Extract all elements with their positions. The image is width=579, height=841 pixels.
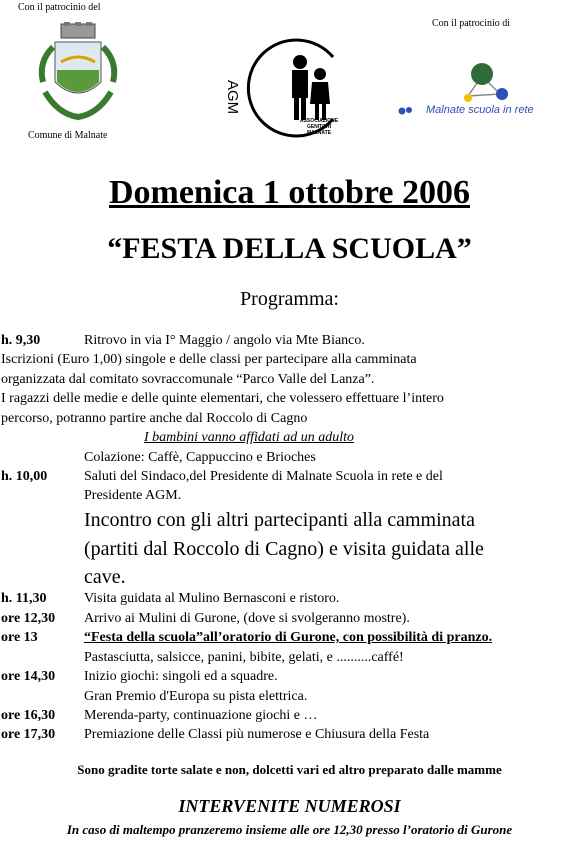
time-label: h. 9,30 [1, 333, 41, 348]
time-label: ore 16,30 [1, 708, 56, 723]
intervenite-heading: INTERVENITE NUMEROSI [178, 796, 401, 816]
comune-crest-icon [33, 22, 123, 122]
time-label: ore 14,30 [1, 669, 56, 684]
registration-text: organizzata dal comitato sovraccomunale “Parco Valle del Lanza”. [1, 372, 375, 387]
agm-text: AGM [224, 80, 241, 115]
malnate-scuola-text: Malnate scuola in rete [426, 104, 534, 116]
festa-text: “Festa della scuola”all’oratorio di Gurone, con possibilità di pranzo. [84, 630, 493, 645]
meeting-text: (partiti dal Roccolo di Cagno) e visita guidata alle [84, 538, 484, 560]
time-label: h. 10,00 [1, 469, 48, 484]
schedule-text: Ritrovo in via I° Maggio / angolo via Mte Bianco. [84, 333, 365, 348]
left-patron-label: Con il patrocinio del [18, 2, 101, 13]
registration-text: percorso, potranno partire anche dal Roccolo di Cagno [1, 411, 308, 426]
schedule-text: Visita guidata al Mulino Bernasconi e ristoro. [84, 591, 340, 606]
schedule-text: Gran Premio d'Europa su pista elettrica. [84, 689, 308, 704]
meeting-text: cave. [84, 566, 126, 588]
schedule-text: Merenda-party, continuazione giochi e … [84, 708, 318, 723]
schedule-text: Premiazione delle Classi più numerose e Chiusura della Festa [84, 727, 430, 742]
schedule-text: Saluti del Sindaco,del Presidente di Malnate Scuola in rete e del [84, 469, 443, 484]
left-patron-name: Comune di Malnate [28, 130, 108, 141]
programma-heading: Programma: [240, 288, 339, 310]
schedule-text: Inizio giochi: singoli ed a squadre. [84, 669, 278, 684]
event-title: “FESTA DELLA SCUOLA” [107, 232, 472, 265]
rain-note: In caso di maltempo pranzeremo insieme alle ore 12,30 presso l’oratorio di Gurone [66, 822, 513, 837]
meeting-text: Incontro con gli altri partecipanti alla camminata [84, 509, 475, 531]
cakes-note: Sono gradite torte salate e non, dolcetti vari ed altro preparato dalle mamme [77, 762, 502, 777]
time-label: h. 11,30 [1, 591, 47, 606]
menu-text: Pastasciutta, salsicce, panini, bibite, gelati, e ..........caffé! [84, 650, 404, 665]
time-label: ore 13 [1, 630, 38, 645]
schedule-text: Arrivo ai Mulini di Gurone, (dove si svolgeranno mostre). [84, 611, 410, 626]
schedule-text: Presidente AGM. [84, 488, 182, 503]
time-label: ore 12,30 [1, 611, 56, 626]
registration-text: I ragazzi delle medie e delle quinte elementari, che volessero effettuare l’intero [1, 391, 444, 406]
registration-text: Iscrizioni (Euro 1,00) singole e delle classi per partecipare alla camminata [1, 352, 417, 367]
right-patron-label: Con il patrocinio di [432, 18, 511, 29]
time-label: ore 17,30 [1, 727, 56, 742]
agm-subtext: ASSOCIAZIONE GENITORI MALNATE [299, 118, 339, 136]
children-note: I bambini vanno affidati ad un adulto [144, 430, 354, 445]
breakfast-text: Colazione: Caffè, Cappuccino e Brioches [84, 450, 316, 465]
event-date: Domenica 1 ottobre 2006 [108, 174, 471, 211]
